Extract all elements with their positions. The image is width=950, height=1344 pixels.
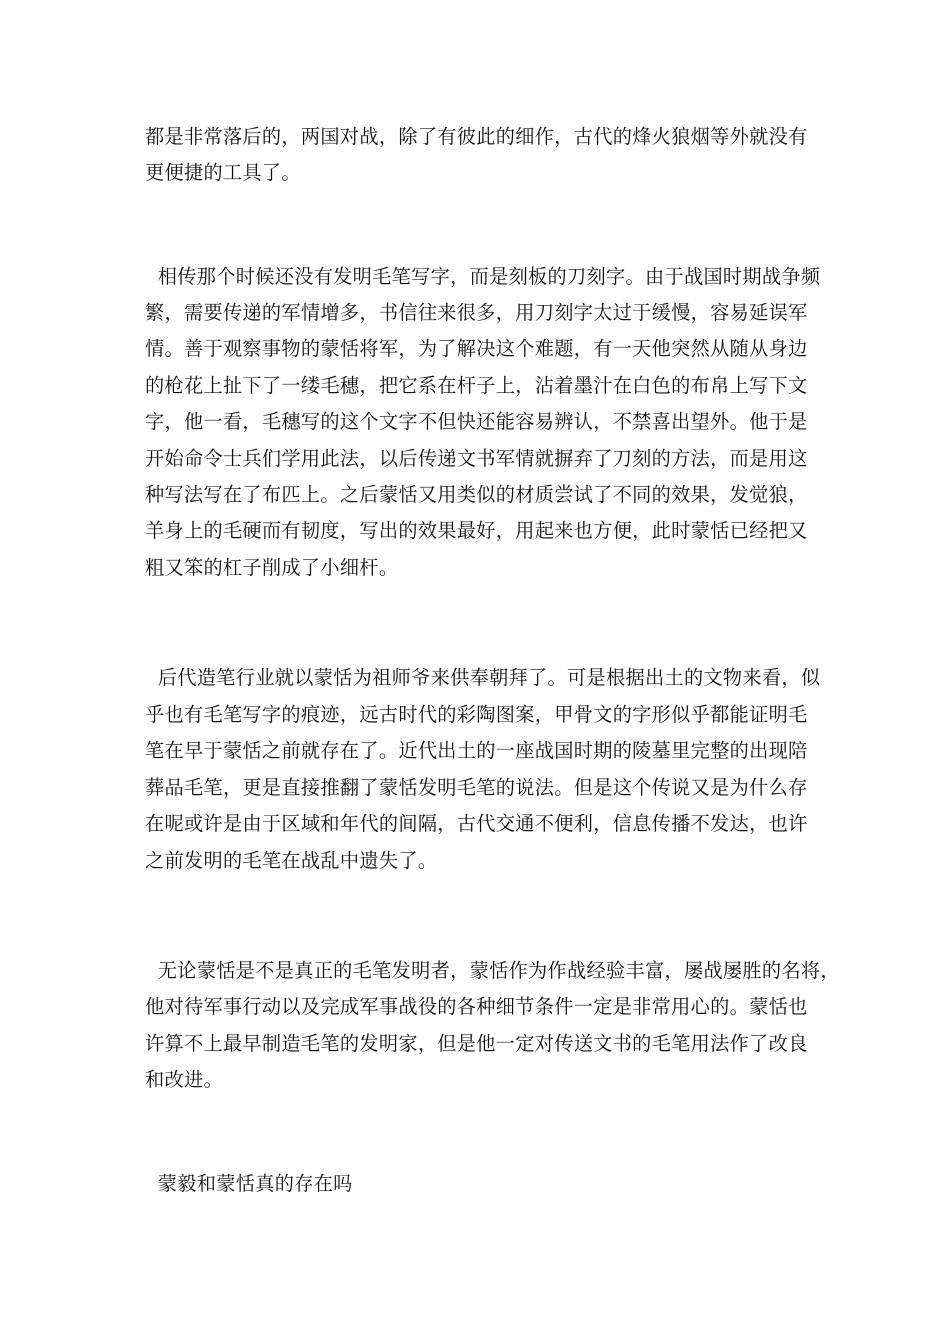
- paragraph-3-line-3: 笔在早于蒙恬之前就存在了。近代出土的一座战国时期的陵墓里完整的出现陪: [145, 739, 808, 762]
- paragraph-2-line-9: 粗又笨的杠子削成了小细杆。: [145, 556, 399, 579]
- paragraph-1-line-1: 都是非常落后的，两国对战，除了有彼此的细作，古代的烽火狼烟等外就没有: [145, 125, 808, 148]
- paragraph-3-line-2: 乎也有毛笔写字的痕迹，远古时代的彩陶图案，甲骨文的字形似乎都能证明毛: [145, 703, 808, 726]
- paragraph-4-line-2: 他对待军事行动以及完成军事战役的各种细节条件一定是非常用心的。蒙恬也: [145, 995, 808, 1018]
- paragraph-2-line-8: 羊身上的毛硬而有韧度，写出的效果最好，用起来也方便，此时蒙恬已经把又: [145, 519, 808, 542]
- paragraph-2-line-5: 字，他一看，毛穗写的这个文字不但快还能容易辨认，不禁喜出望外。他于是: [145, 410, 808, 433]
- paragraph-5-line-1: 蒙毅和蒙恬真的存在吗: [145, 1172, 353, 1195]
- paragraph-3-line-6: 之前发明的毛笔在战乱中遗失了。: [145, 849, 438, 872]
- paragraph-4-line-4: 和改进。: [145, 1068, 223, 1091]
- paragraph-1-line-2: 更便捷的工具了。: [145, 161, 301, 184]
- paragraph-3-line-4: 葬品毛笔，更是直接推翻了蒙恬发明毛笔的说法。但是这个传说又是为什么存: [145, 776, 808, 799]
- paragraph-2-line-6: 开始命令士兵们学用此法，以后传递文书军情就摒弃了刀刻的方法，而是用这: [145, 447, 808, 470]
- paragraph-3-line-1: 后代造笔行业就以蒙恬为祖师爷来供奉朝拜了。可是根据出土的文物来看，似: [145, 666, 821, 689]
- paragraph-2-line-2: 繁，需要传递的军情增多，书信往来很多，用刀刻字太过于缓慢，容易延误军: [145, 301, 808, 324]
- paragraph-2-line-1: 相传那个时候还没有发明毛笔写字，而是刻板的刀刻字。由于战国时期战争频: [145, 265, 821, 288]
- paragraph-2-line-4: 的枪花上扯下了一缕毛穗，把它系在杆子上，沾着墨汁在白色的布帛上写下文: [145, 374, 808, 397]
- paragraph-2-line-3: 情。善于观察事物的蒙恬将军，为了解决这个难题，有一天他突然从随从身边: [145, 337, 808, 360]
- paragraph-4-line-1: 无论蒙恬是不是真正的毛笔发明者，蒙恬作为作战经验丰富，屡战屡胜的名将，: [145, 959, 840, 982]
- paragraph-3-line-5: 在呢或许是由于区域和年代的间隔，古代交通不便利，信息传播不发达，也许: [145, 812, 808, 835]
- paragraph-2-line-7: 种写法写在了布匹上。之后蒙恬又用类似的材质尝试了不同的效果，发觉狼，: [145, 483, 808, 506]
- paragraph-4-line-3: 许算不上最早制造毛笔的发明家，但是他一定对传送文书的毛笔用法作了改良: [145, 1032, 808, 1055]
